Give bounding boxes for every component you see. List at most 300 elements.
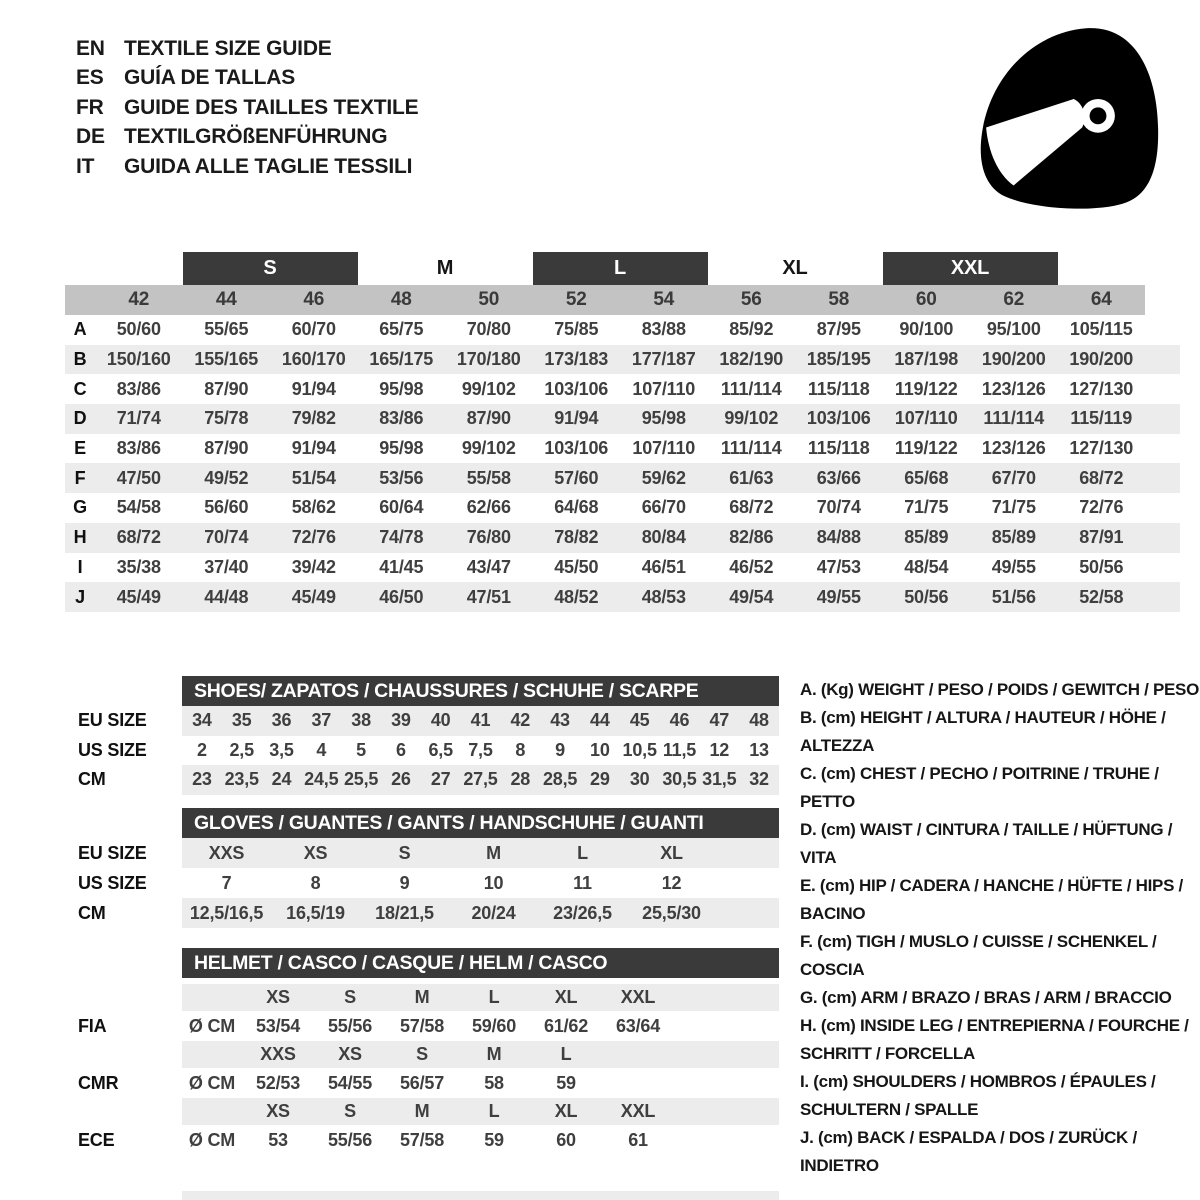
shoes-row bbox=[182, 765, 779, 795]
helmet-values-row bbox=[182, 1068, 779, 1098]
legend-unit: (cm) bbox=[818, 1128, 853, 1147]
measure-value: 55/65 bbox=[204, 319, 249, 340]
shoes-value: 31,5 bbox=[702, 769, 737, 790]
measure-letter: D bbox=[73, 408, 87, 429]
measure-value: 56/60 bbox=[204, 497, 249, 518]
language-code: EN bbox=[76, 36, 105, 60]
helmet-size: XXS bbox=[260, 1044, 296, 1064]
measure-value: 55/58 bbox=[466, 467, 511, 488]
measure-value: 91/94 bbox=[291, 438, 336, 459]
measure-value: 76/80 bbox=[466, 527, 511, 548]
legend-key: C. bbox=[800, 764, 817, 783]
shoes-section-title: SHOES/ ZAPATOS / CHAUSSURES / SCHUHE / SCARPE bbox=[182, 676, 779, 706]
shoes-value: 37 bbox=[311, 710, 332, 731]
helmet-value: 59 bbox=[484, 1129, 504, 1150]
shoes-value: 30 bbox=[629, 769, 650, 790]
measure-value: 119/122 bbox=[894, 438, 958, 459]
measure-row bbox=[65, 434, 1180, 464]
measure-value: 87/91 bbox=[1079, 527, 1124, 548]
measure-value: 115/119 bbox=[1070, 408, 1133, 429]
shoes-value: 29 bbox=[590, 769, 610, 790]
measure-value: 99/102 bbox=[461, 438, 516, 459]
size-header-row bbox=[65, 252, 1180, 285]
helmet-section-title: HELMET / CASCO / CASQUE / HELM / CASCO bbox=[182, 948, 779, 978]
shoes-value: 9 bbox=[555, 739, 565, 760]
shoes-value: 47 bbox=[709, 710, 730, 731]
measure-value: 95/100 bbox=[986, 319, 1041, 340]
measure-value: 95/98 bbox=[641, 408, 686, 429]
language-code: DE bbox=[76, 125, 105, 149]
gloves-value: XS bbox=[303, 842, 328, 863]
measure-value: 71/75 bbox=[904, 497, 949, 518]
measure-value: 71/75 bbox=[991, 497, 1036, 518]
measure-value: 68/72 bbox=[1079, 467, 1124, 488]
shoes-value: 2,5 bbox=[229, 739, 254, 760]
measure-value: 85/89 bbox=[904, 527, 949, 548]
shoes-row-label: EU SIZE bbox=[78, 710, 147, 731]
legend-item bbox=[800, 816, 1200, 872]
measure-value: 177/187 bbox=[631, 349, 696, 370]
legend-text: HEIGHT / ALTURA / HAUTEUR / HÖHE / ALTEZZA bbox=[800, 708, 1166, 755]
bottom-row-strip bbox=[182, 1191, 779, 1200]
language-code: IT bbox=[76, 154, 95, 178]
language-label: GUÍA DE TALLAS bbox=[124, 66, 296, 90]
legend-key: F. bbox=[800, 932, 813, 951]
language-row bbox=[76, 123, 418, 153]
legend-item bbox=[800, 984, 1200, 1012]
measure-value: 45/49 bbox=[116, 586, 161, 607]
gloves-value: 9 bbox=[399, 872, 410, 893]
size-number: 60 bbox=[915, 289, 937, 310]
measure-value: 45/50 bbox=[554, 556, 599, 577]
legend-unit: (cm) bbox=[820, 820, 856, 839]
measure-value: 105/115 bbox=[1069, 319, 1133, 340]
language-row bbox=[76, 64, 418, 94]
helmet-value: 61 bbox=[628, 1129, 648, 1150]
shoes-value: 42 bbox=[510, 710, 531, 731]
legend-item bbox=[800, 872, 1200, 928]
measure-value: 83/88 bbox=[641, 319, 686, 340]
measure-value: 173/183 bbox=[544, 349, 609, 370]
helmet-value: 55/56 bbox=[327, 1015, 373, 1036]
legend-item bbox=[800, 1012, 1200, 1068]
measure-value: 50/56 bbox=[904, 586, 949, 607]
legend-key: B. bbox=[800, 708, 817, 727]
helmet-value: 53/54 bbox=[255, 1015, 301, 1036]
measurement-legend bbox=[800, 676, 1200, 1180]
measure-letter: E bbox=[74, 438, 86, 459]
helmet-size: XS bbox=[338, 1044, 362, 1064]
measure-value: 155/165 bbox=[194, 349, 259, 370]
measure-value: 80/84 bbox=[641, 527, 686, 548]
gloves-row bbox=[182, 898, 779, 928]
helmet-standard-label: FIA bbox=[78, 1015, 107, 1036]
helmet-size: M bbox=[414, 987, 430, 1007]
helmet-size: XS bbox=[266, 987, 290, 1007]
shoes-value: 48 bbox=[749, 710, 769, 731]
measure-value: 82/86 bbox=[729, 527, 774, 548]
shoes-row bbox=[182, 706, 779, 736]
measure-value: 111/114 bbox=[983, 408, 1045, 429]
helmet-size: XS bbox=[266, 1101, 290, 1121]
legend-key: J. bbox=[800, 1128, 814, 1147]
racing-helmet-icon bbox=[962, 24, 1177, 214]
helmet-value: 54/55 bbox=[327, 1072, 373, 1093]
helmet-size: L bbox=[560, 1044, 572, 1064]
measure-value: 65/68 bbox=[904, 467, 949, 488]
helmet-size: XXL bbox=[620, 987, 656, 1007]
measure-value: 83/86 bbox=[116, 378, 161, 399]
legend-text: WAIST / CINTURA / TAILLE / HÜFTUNG / VITA bbox=[800, 820, 1173, 867]
shoes-value: 28,5 bbox=[542, 769, 578, 790]
shoes-value: 10,5 bbox=[622, 739, 657, 760]
helmet-value: 59/60 bbox=[471, 1015, 517, 1036]
measure-value: 111/114 bbox=[720, 378, 782, 399]
shoes-value: 40 bbox=[430, 710, 451, 731]
measure-letter: F bbox=[74, 467, 86, 488]
measure-value: 127/130 bbox=[1069, 438, 1134, 459]
gloves-value: 16,5/19 bbox=[286, 902, 345, 923]
shoes-value: 44 bbox=[590, 710, 610, 731]
legend-item bbox=[800, 704, 1200, 760]
measure-value: 107/110 bbox=[894, 408, 958, 429]
gloves-value: L bbox=[577, 842, 588, 863]
legend-key: I. bbox=[800, 1072, 809, 1091]
shoes-value: 36 bbox=[271, 710, 292, 731]
helmet-size: XXL bbox=[620, 1101, 656, 1121]
helmet-value: 59 bbox=[556, 1072, 576, 1093]
measure-value: 63/66 bbox=[816, 467, 861, 488]
shoes-value: 11,5 bbox=[662, 739, 697, 760]
gloves-row bbox=[182, 868, 779, 898]
legend-text: WEIGHT / PESO / POIDS / GEWITCH / PESO bbox=[858, 680, 1199, 699]
measure-value: 107/110 bbox=[632, 378, 696, 399]
measure-value: 78/82 bbox=[554, 527, 599, 548]
shoes-value: 5 bbox=[356, 739, 366, 760]
size-number: 52 bbox=[565, 289, 587, 310]
measure-value: 103/106 bbox=[544, 378, 609, 399]
measure-value: 46/50 bbox=[379, 586, 424, 607]
size-group-l: L bbox=[533, 252, 708, 285]
shoes-value: 13 bbox=[749, 739, 769, 760]
size-number: 44 bbox=[215, 289, 237, 310]
measure-letter: I bbox=[77, 556, 83, 577]
measure-letter: C bbox=[73, 378, 87, 399]
language-code: ES bbox=[76, 66, 104, 90]
legend-item bbox=[800, 1068, 1200, 1124]
measure-value: 71/74 bbox=[116, 408, 161, 429]
size-number: 42 bbox=[128, 289, 150, 310]
measure-row bbox=[65, 345, 1180, 375]
size-number: 54 bbox=[653, 289, 675, 310]
measure-value: 61/63 bbox=[729, 467, 774, 488]
measure-value: 111/114 bbox=[720, 438, 782, 459]
helmet-size: XL bbox=[554, 1101, 578, 1121]
measure-value: 150/160 bbox=[106, 349, 171, 370]
gloves-value: 7 bbox=[221, 872, 232, 893]
shoes-value: 3,5 bbox=[269, 739, 294, 760]
measure-value: 75/78 bbox=[204, 408, 249, 429]
helmet-standard-label: ECE bbox=[78, 1129, 115, 1150]
measure-value: 160/170 bbox=[281, 349, 346, 370]
measure-value: 99/102 bbox=[724, 408, 779, 429]
measure-value: 37/40 bbox=[204, 556, 249, 577]
legend-key: A. bbox=[800, 680, 817, 699]
shoes-value: 23 bbox=[192, 769, 212, 790]
language-list bbox=[76, 34, 418, 182]
racing-helmet-icon-svg bbox=[962, 24, 1177, 214]
measure-value: 83/86 bbox=[116, 438, 161, 459]
measure-value: 52/58 bbox=[1079, 586, 1124, 607]
gloves-value: 20/24 bbox=[471, 902, 516, 923]
measure-value: 91/94 bbox=[554, 408, 599, 429]
measure-value: 90/100 bbox=[899, 319, 954, 340]
measure-value: 107/110 bbox=[632, 438, 696, 459]
legend-key: E. bbox=[800, 876, 816, 895]
measure-value: 99/102 bbox=[461, 378, 516, 399]
measure-value: 170/180 bbox=[456, 349, 521, 370]
shoes-value: 27,5 bbox=[463, 769, 498, 790]
measure-value: 165/175 bbox=[369, 349, 434, 370]
shoes-value: 8 bbox=[515, 739, 526, 760]
measure-value: 87/90 bbox=[466, 408, 511, 429]
measure-value: 48/53 bbox=[641, 586, 686, 607]
corner-spacer bbox=[65, 285, 95, 315]
gloves-row-label: US SIZE bbox=[78, 872, 147, 893]
helmet-value: 55/56 bbox=[327, 1129, 373, 1150]
measure-value: 66/70 bbox=[641, 497, 686, 518]
helmet-sizes-row bbox=[182, 984, 779, 1011]
shoes-row bbox=[182, 736, 779, 766]
shoes-value: 41 bbox=[470, 710, 491, 731]
measure-value: 87/90 bbox=[204, 438, 249, 459]
measure-value: 103/106 bbox=[806, 408, 871, 429]
gloves-value: 12 bbox=[661, 872, 682, 893]
shoes-value: 26 bbox=[391, 769, 411, 790]
measure-row bbox=[65, 404, 1180, 434]
shoes-value: 6 bbox=[395, 739, 406, 760]
measure-value: 50/56 bbox=[1079, 556, 1124, 577]
measure-value: 185/195 bbox=[806, 349, 871, 370]
helmet-value: 53 bbox=[268, 1129, 288, 1150]
legend-item bbox=[800, 1124, 1200, 1180]
helmet-value: 52/53 bbox=[255, 1072, 301, 1093]
gloves-value: 11 bbox=[573, 872, 592, 893]
legend-unit: (cm) bbox=[820, 764, 856, 783]
size-number: 62 bbox=[1003, 289, 1025, 310]
measure-letter: A bbox=[73, 319, 87, 340]
measure-value: 83/86 bbox=[379, 408, 424, 429]
helmet-value: 57/58 bbox=[399, 1129, 445, 1150]
shoes-value: 34 bbox=[192, 710, 212, 731]
measure-value: 64/68 bbox=[554, 497, 599, 518]
helmet-size: XL bbox=[554, 987, 578, 1007]
legend-text: TIGH / MUSLO / CUISSE / SCHENKEL / COSCIA bbox=[800, 932, 1157, 979]
legend-text: ARM / BRAZO / BRAS / ARM / BRACCIO bbox=[860, 988, 1172, 1007]
measure-value: 44/48 bbox=[204, 586, 249, 607]
helmet-value: 57/58 bbox=[399, 1015, 445, 1036]
helmet-size: S bbox=[344, 987, 356, 1007]
size-group-xxl: XXL bbox=[883, 252, 1058, 285]
helmet-sizes-row bbox=[182, 1098, 779, 1125]
measure-value: 41/45 bbox=[379, 556, 424, 577]
diameter-unit-label: Ø CM bbox=[188, 1129, 236, 1150]
measure-value: 72/76 bbox=[1079, 497, 1124, 518]
garment-size-table bbox=[65, 252, 1180, 612]
legend-item bbox=[800, 676, 1200, 704]
shoes-value: 28 bbox=[510, 769, 531, 790]
legend-unit: (cm) bbox=[820, 1016, 856, 1035]
measure-value: 103/106 bbox=[544, 438, 609, 459]
gloves-row bbox=[182, 838, 779, 868]
measure-row bbox=[65, 463, 1180, 493]
measure-value: 46/52 bbox=[729, 556, 774, 577]
helmet-size: M bbox=[486, 1044, 502, 1064]
helmet-value: 56/57 bbox=[399, 1072, 445, 1093]
gloves-value: 25,5/30 bbox=[642, 902, 701, 923]
shoes-value: 46 bbox=[669, 710, 690, 731]
helmet-size: L bbox=[488, 987, 500, 1007]
measure-value: 119/122 bbox=[894, 378, 958, 399]
helmet-size: S bbox=[344, 1101, 356, 1121]
gloves-value: 8 bbox=[310, 872, 321, 893]
diameter-unit-label: Ø CM bbox=[188, 1072, 236, 1093]
legend-unit: (cm) bbox=[821, 988, 857, 1007]
shoes-value: 2 bbox=[196, 739, 207, 760]
gloves-value: M bbox=[486, 842, 501, 863]
legend-text: INSIDE LEG / ENTREPIERNA / FOURCHE / SCHRITT / FORCELLA bbox=[800, 1016, 1189, 1063]
helmet-size: M bbox=[414, 1101, 430, 1121]
measure-value: 43/47 bbox=[466, 556, 511, 577]
legend-key: D. bbox=[800, 820, 817, 839]
legend-unit: (Kg) bbox=[820, 680, 854, 699]
measure-value: 68/72 bbox=[116, 527, 161, 548]
shoes-value: 23,5 bbox=[224, 769, 259, 790]
legend-item bbox=[800, 760, 1200, 816]
shoes-value: 39 bbox=[391, 710, 411, 731]
measure-row bbox=[65, 374, 1180, 404]
size-group-s: S bbox=[183, 252, 358, 285]
measure-letter: B bbox=[73, 349, 87, 370]
measure-value: 127/130 bbox=[1069, 378, 1134, 399]
helmet-values-row bbox=[182, 1011, 779, 1041]
shoes-value: 43 bbox=[550, 710, 570, 731]
language-row bbox=[76, 152, 418, 182]
measure-value: 67/70 bbox=[991, 467, 1036, 488]
measure-value: 49/55 bbox=[991, 556, 1036, 577]
helmet-value: 60 bbox=[556, 1129, 576, 1150]
measure-value: 60/64 bbox=[379, 497, 424, 518]
helmet-value: 58 bbox=[484, 1072, 504, 1093]
shoes-value: 35 bbox=[231, 710, 252, 731]
language-label: TEXTILGRÖßENFÜHRUNG bbox=[124, 125, 388, 149]
gloves-row-label: CM bbox=[78, 902, 106, 923]
gloves-value: 10 bbox=[483, 872, 504, 893]
size-number: 58 bbox=[828, 289, 850, 310]
gloves-value: XXS bbox=[208, 842, 245, 863]
measure-row bbox=[65, 493, 1180, 523]
shoes-value: 6,5 bbox=[428, 739, 453, 760]
measure-value: 39/42 bbox=[291, 556, 336, 577]
measure-value: 70/74 bbox=[204, 527, 249, 548]
measure-value: 187/198 bbox=[894, 349, 959, 370]
measure-value: 115/118 bbox=[807, 378, 870, 399]
legend-key: G. bbox=[800, 988, 818, 1007]
measure-value: 85/92 bbox=[729, 319, 774, 340]
language-label: GUIDA ALLE TAGLIE TESSILI bbox=[124, 154, 413, 178]
shoes-value: 4 bbox=[316, 739, 327, 760]
measure-value: 49/54 bbox=[729, 586, 774, 607]
measure-value: 79/82 bbox=[291, 408, 336, 429]
size-number-band bbox=[65, 285, 1145, 315]
measure-row bbox=[65, 523, 1180, 553]
measure-value: 95/98 bbox=[379, 378, 424, 399]
language-label: GUIDE DES TAILLES TEXTILE bbox=[124, 95, 419, 119]
shoes-value: 38 bbox=[351, 710, 371, 731]
measure-value: 74/78 bbox=[379, 527, 424, 548]
shoes-value: 12 bbox=[709, 739, 730, 760]
size-group-xl: XL bbox=[782, 257, 808, 279]
measure-letter: J bbox=[75, 586, 85, 607]
gloves-row-label: EU SIZE bbox=[78, 842, 147, 863]
measure-letter: G bbox=[73, 497, 87, 518]
measure-value: 65/75 bbox=[379, 319, 424, 340]
legend-key: H. bbox=[800, 1016, 817, 1035]
language-code: FR bbox=[76, 95, 104, 119]
shoes-value: 27 bbox=[430, 769, 451, 790]
size-group-m: M bbox=[436, 257, 454, 279]
measure-value: 70/74 bbox=[816, 497, 861, 518]
gloves-value: S bbox=[398, 842, 411, 863]
legend-unit: (cm) bbox=[819, 876, 855, 895]
measure-value: 68/72 bbox=[729, 497, 774, 518]
shoes-row-label: US SIZE bbox=[78, 739, 147, 760]
legend-unit: (cm) bbox=[820, 708, 856, 727]
gloves-value: 18/21,5 bbox=[375, 902, 434, 923]
gloves-section-title: GLOVES / GUANTES / GANTS / HANDSCHUHE / GUANTI bbox=[182, 808, 779, 838]
legend-text: BACK / ESPALDA / DOS / ZURÜCK / INDIETRO bbox=[800, 1128, 1137, 1175]
helmet-value: 63/64 bbox=[615, 1015, 661, 1036]
language-row bbox=[76, 34, 418, 64]
language-label: TEXTILE SIZE GUIDE bbox=[124, 36, 332, 60]
measure-value: 54/58 bbox=[116, 497, 161, 518]
measure-letter: H bbox=[73, 527, 87, 548]
measure-value: 47/51 bbox=[466, 586, 511, 607]
size-number: 56 bbox=[740, 289, 762, 310]
size-number: 48 bbox=[390, 289, 412, 310]
measure-value: 49/52 bbox=[204, 467, 249, 488]
measure-value: 50/60 bbox=[116, 319, 161, 340]
measure-value: 48/52 bbox=[554, 586, 599, 607]
measure-value: 115/118 bbox=[807, 438, 870, 459]
language-row bbox=[76, 93, 418, 123]
measure-value: 123/126 bbox=[981, 438, 1046, 459]
helmet-values-row bbox=[182, 1125, 779, 1155]
measure-value: 190/200 bbox=[981, 349, 1046, 370]
legend-text: CHEST / PECHO / POITRINE / TRUHE / PETTO bbox=[800, 764, 1159, 811]
shoes-value: 24,5 bbox=[304, 769, 339, 790]
measure-value: 84/88 bbox=[816, 527, 861, 548]
gloves-value: XL bbox=[660, 842, 683, 863]
measure-value: 182/190 bbox=[719, 349, 784, 370]
measure-value: 46/51 bbox=[641, 556, 686, 577]
measure-value: 60/70 bbox=[291, 319, 336, 340]
measure-value: 47/53 bbox=[816, 556, 861, 577]
legend-text: SHOULDERS / HOMBROS / ÉPAULES / SCHULTERN / SPALLE bbox=[800, 1072, 1156, 1119]
helmet-standard-label: CMR bbox=[78, 1072, 119, 1093]
shoes-value: 30,5 bbox=[662, 769, 697, 790]
measure-row bbox=[65, 582, 1180, 612]
